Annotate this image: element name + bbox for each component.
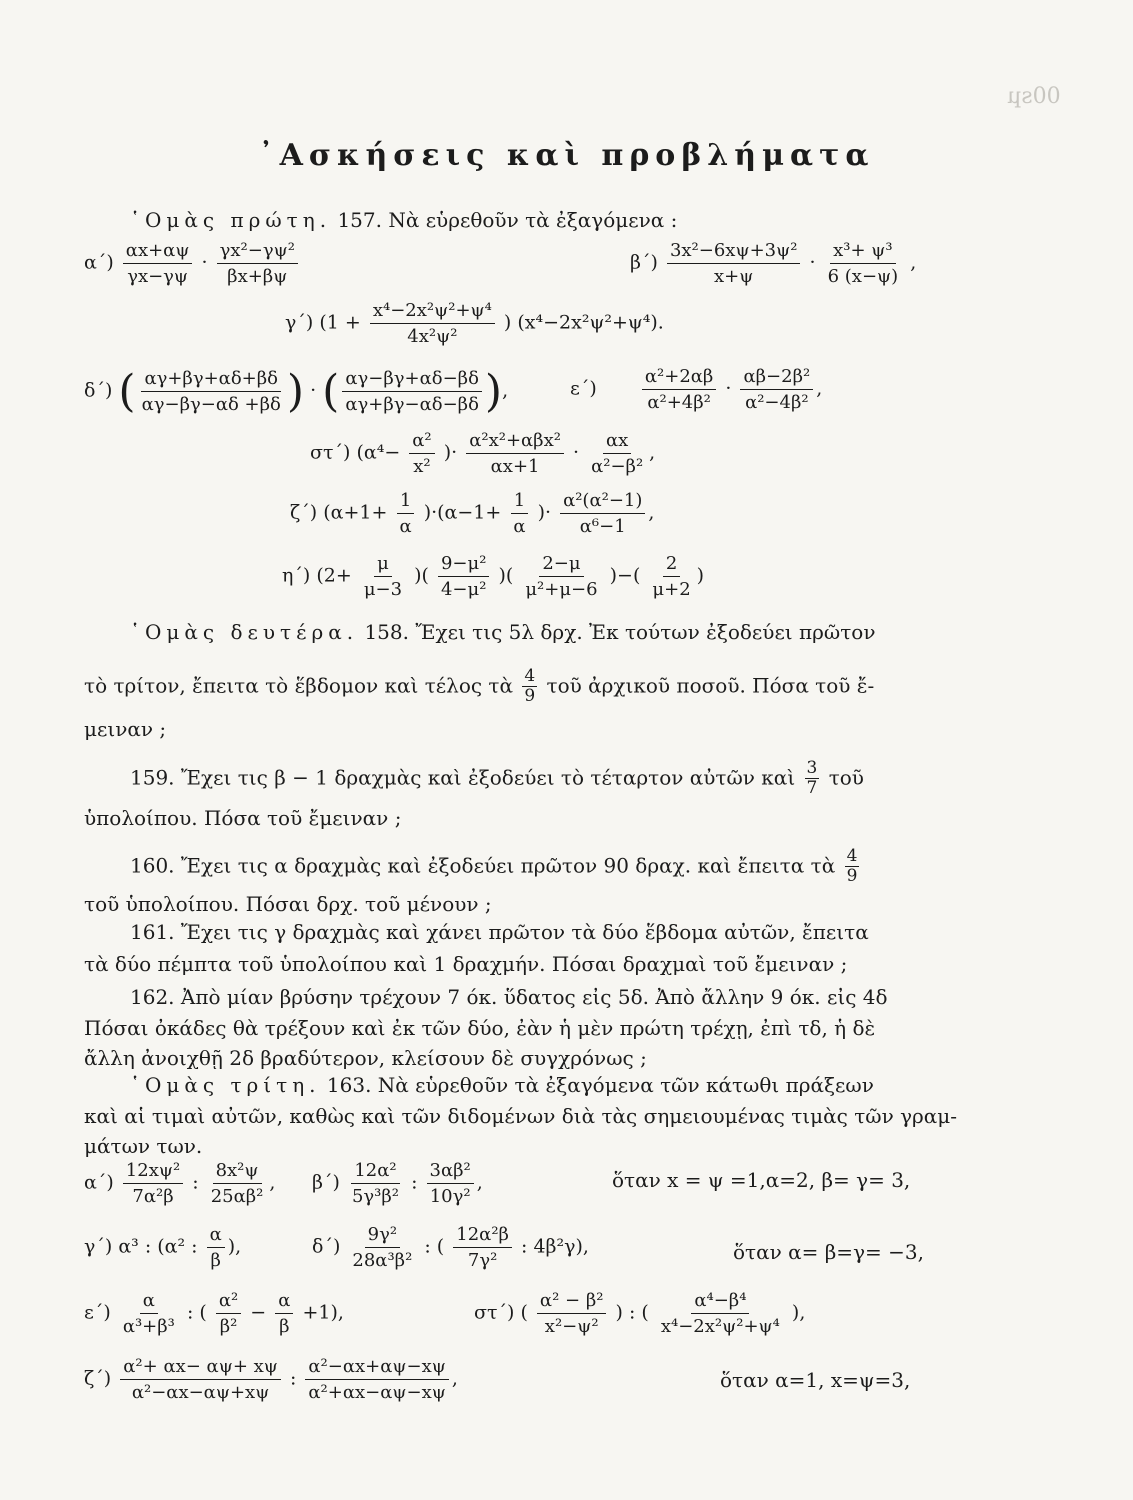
label-f: στ΄) [474, 1301, 515, 1324]
fraction: $\frac{\text{γx²−γψ²}}{\beta x+\beta\psi}$ [217, 240, 298, 287]
fraction: $\frac{\text{α⁴−β⁴}}{\text{x⁴−2x²ψ²+ψ⁴}}$ [660, 1290, 780, 1337]
problem-158-line3: μειναν ; [84, 717, 167, 741]
problem-162-line3: ἄλλη ἀνοιχθῇ 2δ βραδύτερον, κλείσουν δὲ συγχρόνως ; [84, 1046, 647, 1070]
fraction: $\frac{\text{3x²−6xψ+3ψ²}}{x+\psi}$ [667, 240, 801, 287]
fraction: $\frac{4}{9}$ [524, 666, 536, 706]
fraction: $\frac{\alpha x}{\text{α²−β²}}$ [591, 430, 644, 477]
fraction: $\frac{\text{8x²ψ}}{\text{25αβ²}}$ [210, 1160, 264, 1207]
fraction: $\frac{\text{9−μ²}}{\text{4−μ²}}$ [438, 553, 489, 600]
fraction: $\frac{\text{12α²β}}{\text{7γ²}}$ [453, 1224, 512, 1271]
fraction: $\frac{2}{\mu+2}$ [652, 553, 691, 600]
exercise-157-text: 157. Νὰ εὑρεθοῦν τὰ ἐξαγόμενα : [337, 208, 678, 232]
fraction: $\frac{\text{α² − β²}}{\text{x²−ψ²}}$ [537, 1290, 607, 1337]
label-e: ε΄) [570, 377, 597, 400]
fraction: $\frac{\text{α²}}{\text{β²}}$ [216, 1290, 241, 1337]
fraction: $\frac{1}{\alpha}$ [510, 490, 528, 537]
fraction: $\frac{4}{9}$ [846, 846, 858, 886]
problem-160-line2: τοῦ ὑπολοίπου. Πόσαι δρχ. τοῦ μένουν ; [84, 892, 492, 916]
expr-163-e: ε΄) $\frac{\alpha}{\text{α³+β³}}$ : ( $\frac{\text{α²}}{\text{β²}}$ − $\frac{\alpha}{\beta}$ +1), [84, 1290, 344, 1337]
values-g: ὅταν α=1, x=ψ=3, [720, 1368, 911, 1392]
group-heading-third: ῾Ομὰς τρίτη. [130, 1073, 321, 1097]
fraction: $\frac{\mu}{\mu-3}$ [363, 553, 403, 600]
label-h: η΄) [282, 564, 311, 587]
problem-160-line1: 160. Ἔχει τις α δραχμὰς καὶ ἐξοδεύει πρῶτον 90 δραχ. καὶ ἔπειτα τὰ $\frac{4}{9}$ [130, 846, 858, 886]
fraction: $\frac{\text{3αβ²}}{\text{10γ²}}$ [427, 1160, 474, 1207]
problem-163-line2: καὶ αἱ τιμαὶ αὐτῶν, καθὼς καὶ τῶν διδομένων διὰ τὰς σημειουμένας τιμὰς τῶν γραμ- [84, 1104, 958, 1128]
fraction: $\frac{1}{\alpha}$ [396, 490, 414, 537]
expr-163-g: ζ΄) $\frac{\text{α²+ αx− αψ+ xψ}}{\text{α²−αx−αψ+xψ}}$ : $\frac{\text{α²−αx+αψ−xψ}}{\text{α²+αx−αψ−xψ}}$ , [84, 1356, 458, 1403]
values-cd: ὅταν α= β=γ= −3, [733, 1240, 924, 1264]
problem-163-line3: μάτων των. [84, 1134, 203, 1158]
expr-157-c: γ΄) (1 + $\frac{\text{x⁴−2x²ψ²+ψ⁴}}{\text{4x²ψ²}}$ ) (x⁴−2x²ψ²+ψ⁴). [285, 300, 664, 347]
fraction: $\frac{\alpha x+\alpha\psi}{\gamma x-\gamma\psi}$ [123, 240, 193, 287]
fraction: $\frac{\alpha\gamma-\beta\gamma+\alpha\delta-\beta\delta}{\alpha\gamma+\beta\gamma-\alpha\delta-\beta\delta}$ [342, 368, 482, 415]
label-c: γ΄) [84, 1235, 113, 1258]
expr-157-d: δ΄) ( $\frac{\alpha\gamma+\beta\gamma+\alpha\delta+\beta\delta}{\alpha\gamma-\beta\gamma-\alpha\delta +\beta\delta}$ ) · ( $\frac{\alpha\gamma-\beta\gamma+\alpha\delta-\beta\delta}{\alpha\gamma+\beta\gamma-\alpha\delta-\beta\delta}$ ), [84, 366, 509, 417]
fraction: $\frac{\text{α²x²+αβx²}}{\alpha x+1}$ [466, 430, 564, 477]
problem-161-line1: 161. Ἔχει τις γ δραχμὰς καὶ χάνει πρῶτον τὰ δύο ἕβδομα αὐτῶν, ἔπειτα [130, 920, 869, 944]
fraction: $\frac{\text{9γ²}}{\text{28α³β²}}$ [352, 1224, 413, 1271]
label-a: α΄) [84, 1171, 114, 1194]
expr-157-g: ζ΄) (α+1+ $\frac{1}{\alpha}$ )·(α−1+ $\frac{1}{\alpha}$ )· $\frac{\text{α²(α²−1)}}{\text{α⁶−1}}$ , [290, 490, 655, 537]
problem-161-line2: τὰ δύο πέμπτα τοῦ ὑπολοίπου καὶ 1 δραχμήν. Πόσαι δραχμαὶ τοῦ ἔμειναν ; [84, 952, 848, 976]
expr-163-d: δ΄) $\frac{\text{9γ²}}{\text{28α³β²}}$ : ( $\frac{\text{12α²β}}{\text{7γ²}}$ : 4β²γ), [312, 1224, 589, 1271]
fraction: $\frac{\text{x³+ ψ³}}{6 (x-\psi)}$ [827, 240, 899, 287]
fraction: $\frac{2-\mu}{\text{μ²+μ−6}}$ [525, 553, 598, 600]
fraction: $\frac{\text{α²+ αx− αψ+ xψ}}{\text{α²−αx−αψ+xψ}}$ [120, 1356, 281, 1403]
expr-163-f: στ΄) ( $\frac{\text{α² − β²}}{\text{x²−ψ²}}$ ) : ( $\frac{\text{α⁴−β⁴}}{\text{x⁴−2x²ψ²+ψ⁴}}$ ), [474, 1290, 806, 1337]
label-e: ε΄) [84, 1301, 111, 1324]
problem-158-line1 [130, 620, 875, 644]
fraction: $\frac{\text{12xψ²}}{\text{7α²β}}$ [123, 1160, 183, 1207]
fraction: $\frac{\text{12α²}}{\text{5γ³β²}}$ [351, 1160, 400, 1207]
expr-157-e: ε΄) $\frac{\text{α²+2αβ}}{\text{α²+4β²}}$ · $\frac{\text{αβ−2β²}}{\text{α²−4β²}}$ , [570, 366, 823, 413]
fraction: $\frac{\alpha}{\beta}$ [275, 1290, 293, 1337]
problem-159-line1: 159. Ἔχει τις β − 1 δραχμὰς καὶ ἐξοδεύει τὸ τέταρτον αὐτῶν καὶ $\frac{3}{7}$ τοῦ [130, 758, 864, 798]
fraction: $\frac{\text{α²}}{\text{x²}}$ [409, 430, 434, 477]
values-ab: ὅταν x = ψ =1,α=2, β= γ= 3, [612, 1168, 911, 1192]
label-g: ζ΄) [290, 501, 318, 524]
group-heading-second: ῾Ομὰς δευτέρα. [130, 620, 359, 644]
problem-158-line2: τὸ τρίτον, ἔπειτα τὸ ἕβδομον καὶ τέλος τὰ $\frac{4}{9}$ τοῦ ἀρχικοῦ ποσοῦ. Πόσα τοῦ ἔ- [84, 666, 875, 706]
label-d: δ΄) [84, 379, 113, 402]
fraction: $\frac{\text{α²+2αβ}}{\text{α²+4β²}}$ [642, 366, 716, 413]
section-title: ᾿Ασκήσεις καὶ προβλήματα [258, 138, 875, 173]
fraction: $\frac{\text{α²−αx+αψ−xψ}}{\text{α²+αx−αψ−xψ}}$ [305, 1356, 448, 1403]
expr-157-f: στ΄) (α⁴− $\frac{\text{α²}}{\text{x²}}$ )· $\frac{\text{α²x²+αβx²}}{\alpha x+1}$ · $\frac{\alpha x}{\text{α²−β²}}$ , [310, 430, 656, 477]
label-b: β΄) [312, 1171, 340, 1194]
label-f: στ΄) [310, 441, 351, 464]
label-d: δ΄) [312, 1235, 341, 1258]
problem-163-line1: ῾Ομὰς τρίτη. 163. Νὰ εὑρεθοῦν τὰ ἐξαγόμενα τῶν κάτωθι πράξεων [130, 1073, 874, 1097]
fraction: $\frac{\alpha}{\text{α³+β³}}$ [122, 1290, 175, 1337]
group-heading-first: ῾Ομὰς πρώτη. [130, 208, 332, 232]
fraction: $\frac{\text{α²(α²−1)}}{\text{α⁶−1}}$ [560, 490, 645, 537]
expr-163-c: γ΄) α³ : (α² : $\frac{\alpha}{\beta}$ ), [84, 1224, 242, 1271]
expr-157-h: η΄) (2+ $\frac{\mu}{\mu-3}$ )( $\frac{\text{9−μ²}}{\text{4−μ²}}$ )( $\frac{2-\mu}{\text{μ²+μ−6}}$ )−( $\frac{2}{\mu+2}$ ) [282, 553, 705, 600]
expr-157-a: α΄) $\frac{\alpha x+\alpha\psi}{\gamma x-\gamma\psi}$ · $\frac{\text{γx²−γψ²}}{\beta x+\beta\psi}$ [84, 240, 301, 287]
expr-163-b: β΄) $\frac{\text{12α²}}{\text{5γ³β²}}$ : $\frac{\text{3αβ²}}{\text{10γ²}}$ , [312, 1160, 483, 1207]
expr-157-b: β΄) $\frac{\text{3x²−6xψ+3ψ²}}{x+\psi}$ · $\frac{\text{x³+ ψ³}}{6 (x-\psi)}$ , [630, 240, 917, 287]
problem-159-line2: ὑπολοίπου. Πόσα τοῦ ἔμειναν ; [84, 806, 402, 830]
exercise-157-intro [130, 208, 677, 232]
fraction: $\frac{\alpha\gamma+\beta\gamma+\alpha\delta+\beta\delta}{\alpha\gamma-\beta\gamma-\alpha\delta +\beta\delta}$ [141, 368, 281, 415]
label-c: γ΄) [285, 311, 314, 334]
problem-162-line1: 162. Ἀπὸ μίαν βρύσην τρέχουν 7 όκ. ὕδατος εἰς 5δ. Ἀπὸ ἄλλην 9 όκ. εἰς 4δ [130, 985, 888, 1009]
label-b: β΄) [630, 251, 658, 274]
fraction: $\frac{\text{x⁴−2x²ψ²+ψ⁴}}{\text{4x²ψ²}}$ [370, 300, 495, 347]
problem-158-text-a: 158. Ἔχει τις 5λ δρχ. Ἐκ τούτων ἐξοδεύει πρῶτον [364, 620, 876, 644]
label-a: α΄) [84, 251, 114, 274]
fraction: $\frac{3}{7}$ [806, 758, 818, 798]
fraction: $\frac{\alpha}{\beta}$ [207, 1224, 225, 1271]
bleed-through-page-number: 00ѕµ [1007, 84, 1061, 109]
fraction: $\frac{\text{αβ−2β²}}{\text{α²−4β²}}$ [740, 366, 813, 413]
problem-162-line2: Πόσαι ὀκάδες θὰ τρέξουν καὶ ἐκ τῶν δύο, ἐὰν ἡ μὲν πρώτη τρέχῃ, ἐπὶ τδ, ἡ δὲ [84, 1016, 876, 1040]
expr-163-a: α΄) $\frac{\text{12xψ²}}{\text{7α²β}}$ : $\frac{\text{8x²ψ}}{\text{25αβ²}}$ , [84, 1160, 276, 1207]
label-g: ζ΄) [84, 1367, 112, 1390]
